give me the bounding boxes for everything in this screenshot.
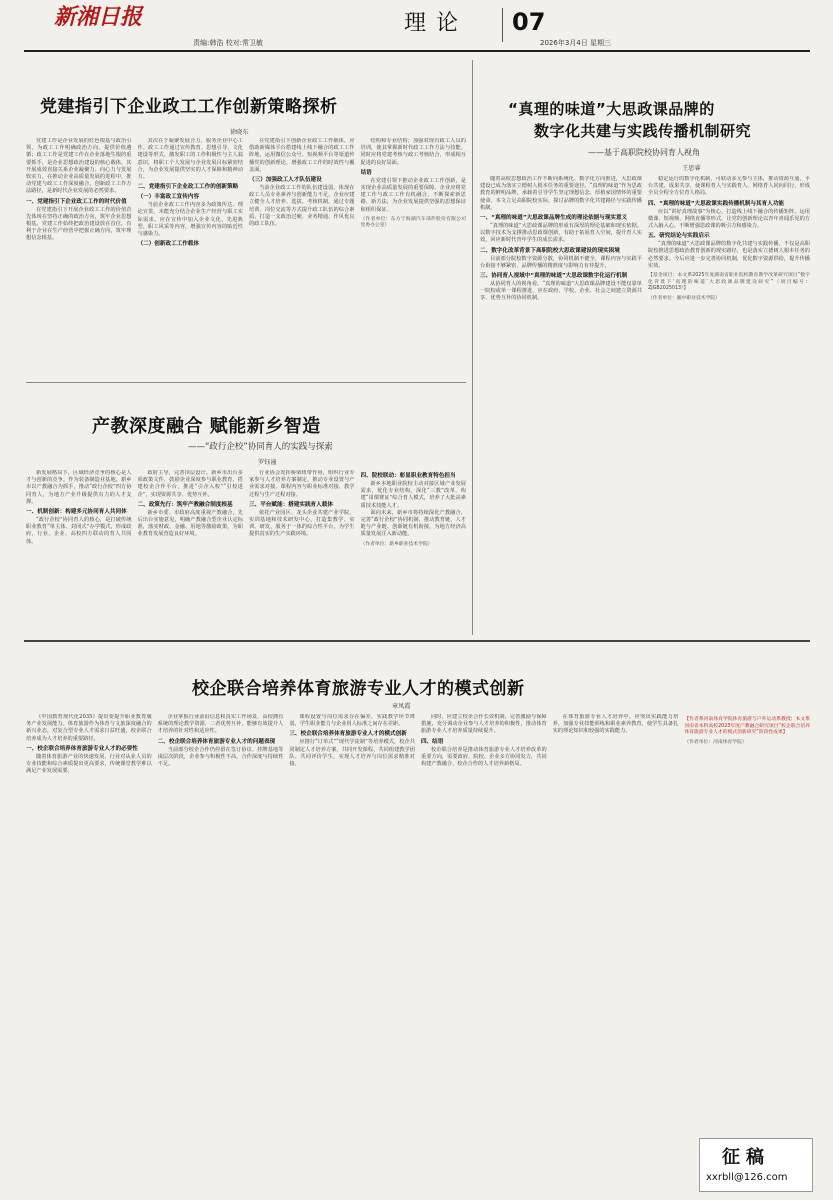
article4-title: 校企联合培养体育旅游专业人才的模式创新 [192,679,525,699]
masthead-rule [24,50,810,52]
paragraph: 企业掌握行业前沿信息和真实工作场景，高校拥有系统的理论教学资源，二者优势互补，能够有效提升人才培养的针对性和适应性。 [157,714,284,735]
article4-body [26,714,810,1192]
paragraph: 在党建引领下推动企业政工工作创新，是实现企业高质量发展的重要保障。企业应将党建工作与政工工作有机融合，不断探索新思路、新方法，为企业发展提供坚强的思想保证和组织保证。 [360,177,466,213]
paragraph: “政行企校”协同育人的核心，是打破传统职业教育“单主体、封闭式”办学模式，形成政府、行业、企业、高校四方联动的育人共同体。 [26,517,132,545]
section-rule [24,640,810,642]
paragraph: 稳定运行的数字化机制，可联动多元参与主体，推动资源互通、平台共建、成果共享，使课程育人与实践育人、网络育人同向同行，形成全员全程全方位育人格局。 [648,176,810,197]
paragraph: 随着高校思想政治工作不断向系统化、数字化方向推进，大思政课建设已成为落实立德树人根本任务的重要途径。“真理的味道”作为思政教育的鲜明品牌，承载着引导学生坚定理想信念、厚植家国情怀的重要使命。本文立足高职院校实际，探讨品牌的数字化共建路径与实践传播机制。 [480,176,642,211]
subheading: 一、校企联合培养体育旅游专业人才的必要性 [26,745,138,752]
article3-col3 [249,470,355,634]
article4-col1 [26,714,152,1192]
masthead-divider [502,8,503,42]
article2-title-line2: 数字化共建与实践传播机制研究 [534,122,752,140]
paragraph: 目前部分院校数字资源分散，协同机制不健全，课程内容与实践平台衔接不够紧密，品牌传播的精准度与影响力有待提升。 [480,255,642,269]
article1-col4 [361,138,467,376]
paragraph: 党建工作是企业发展的红色根基与政治引领，为政工工作明确政治方向，提供价值遵循；政工工作是党建工作在企业落地生根的重要抓手，是企业思想政治建设的核心载体，其开展成效直接关系企业凝聚力、向心力与发展软实力。在推动企业高质量发展的进程中，推动党建与政工工作深度融合，创新政工工作方法路径，是新时代企业发展的必然要求。 [26,138,132,195]
paragraph: 从协同育人的视角看，“真理的味道”大思政课品牌建设不能仅靠单一院校或单一课程推进，应在政府、学校、企业、社会之间建立资源共享、优势互补的协同机制。 [480,281,642,302]
author-note: （作者单位：湘中职业技术学院） [648,295,720,301]
call-for-papers-title: 征稿 [722,1147,770,1168]
author-note: （作者单位：河南体育学院） [684,739,747,745]
subheading: 四、院校联动：彰显职业教育特色担当 [360,473,456,479]
paragraph: “真理的味道”大思政课品牌的数字化共建与实践传播，不仅是高职院校推进思想政治教育创新的现实路径，也是落实立德树人根本任务的必然要求。今后应进一步完善协同机制，优化数字资源供给，提升传播实效。 [648,241,810,269]
subheading: 二、校企联合培养体育旅游专业人才的问题表现 [157,738,276,745]
paragraph: 新发展格局下，区域经济竞争的核心是人才与创新的竞争。作为装备制造业基地，新乡市以产教融合为抓手，推动“政行企校”四方协同育人，为地方产业升级提供有力的人才支撑。 [26,470,132,505]
article1-col1 [26,138,132,376]
subheading: 二、党建指引下企业政工工作的创新策略 [137,184,239,191]
subheading: 一、“真理的味道”大思政课品牌生成的理论依据与现实意义 [480,215,628,222]
subheading: 五、研究结论与实践启示 [648,233,710,240]
section-title: 理论 [404,11,469,36]
article1-author: 徐晓东 [230,129,249,136]
article3-subtitle: ——“政行企校”协同育人的实践与探索 [188,442,333,452]
fund-note: 【作者系河南体育学院休育旅游与户外运动系教授；本文系河南省本科高校2023年度产教融合研究项目“校企联合培养体育旅游专业人才的模式创新研究”阶段性成果】 [684,717,810,736]
paragraph: 同时，应建立校企合作长效机制，完善激励与保障措施，充分调动企业参与人才培养的积极性，推动体育旅游专业人才培养质量持续提升。 [420,714,547,735]
article4-col4 [421,714,547,1192]
article3-author: 罗钰潼 [258,459,277,466]
subheading: （三）加强政工人才队伍建设 [249,177,322,184]
subheading: 结语 [360,169,372,176]
paragraph: 应推行“订单式”“现代学徒制”等培养模式，校企共同制定人才培养方案、共同开发课程、共同组建教学团队、共同评价学生，实现人才培养与岗位需求精准对接。 [289,739,415,768]
article4-col6 [684,714,810,1192]
article4-col5 [553,714,679,1192]
column-divider [472,60,473,635]
paragraph: 面向未来，新乡市将持续深化产教融合，完善“政行企校”协同机制，推动教育链、人才链与产业链、创新链有机衔接，为地方经济高质量发展注入新动能。 [360,509,466,538]
page-number: 07 [512,8,546,36]
article2-col1 [480,176,642,634]
editor-line: 责编:韩浩 校对:常卫敏 [193,39,263,47]
article1-body [26,138,466,376]
paragraph: 新乡市委、市政府高度重视产教融合，先后出台实施意见，明确产教融合型企业认定标准，落实财政、金融、用地等激励政策，为职业教育发展营造良好环境。 [137,509,243,538]
article4-col2 [158,714,284,1192]
paragraph: 在党建指引下创新企业政工工作载体，应借助新媒体平台搭建线上线下融合的政工工作阵地，运用微信公众号、短视频平台等渠道传播党的创新理论，增强政工工作的时效性与覆盖面。 [249,138,355,173]
paragraph: 当前企业政工工作的队伍建设弱，体现在政工人员专业素养与创新能力不足。企业应建立健全人才培养、选拔、考核机制，通过专题培训、岗位交流等方式提升政工队伍的综合素质，打造一支政治过硬、业务精通、作风优良的政工队伍。 [249,185,355,228]
article2-subtitle: ——基于高职院校协同育人视角 [588,148,700,157]
paragraph: 随着体育旅游产业的快速发展，行业对从业人员的专业技能和综合素质提出更高要求，传统课堂教学难以满足产业发展需要。 [26,753,152,775]
fund-note: 【基金项目：本文系2025年度湖南省职业院校教育教学改革研究项目“数字化背景下‘真理的味道’大思政课品牌建设研究”（项目编号：ZJGB2025013）】 [648,273,810,292]
section-rule [26,382,466,383]
subheading: （一）丰富政工宣传内容 [137,194,200,201]
paragraph: 结构和专业结构；加强对现有政工人员的培训，使其掌握新时代政工工作方法与技能。同时应将党建考核与政工考核结合，形成相互促进的良好局面。 [360,138,466,166]
subheading: 一、党建指引下企业政工工作的时代价值 [26,198,127,205]
article2-title-line1: “真理的味道”大思政课品牌的 [508,100,715,118]
call-for-papers-box [699,1138,813,1192]
article2-body [480,176,810,634]
subheading: 二、数字化改革背景下高职院校大思政课建设的现实困境 [480,247,620,254]
paragraph: 当前部分校企合作仍停留在签订协议、挂牌基地等浅层次阶段，企业参与积极性不高，合作深度与持续性不足。 [157,746,284,768]
article3-body [26,470,466,634]
article1-col3 [249,138,355,376]
subheading: 四、结语 [420,738,444,745]
paragraph: 当前企业政工工作内容多为政策传达、理论宣贯，未能充分结合企业生产经营与职工实际需求。应在宣传中加入企业文化、先进典型、职工风采等内容，增强宣传内容的贴近性与感染力。 [137,202,243,238]
paragraph: 在体育旅游专业人才培养中，应突出实践能力培养，加强专业技能训练和职业素养教育，使学生具备扎实的理论知识和较强的实践能力。 [552,714,679,735]
article3-col2 [138,470,244,634]
subheading: 四、“真理的味道”大思政课实践传播机制与其育人功能 [648,200,785,207]
paragraph: 校企联合培养是推动体育旅游专业人才培养改革的重要方向，需要政府、院校、企业多方协同发力，共同构建产教融合、校企合作的人才培养新格局。 [420,746,547,768]
masthead-logo: 新湘日报 [54,4,143,30]
paragraph: “真理的味道”大思政课品牌的形成有深厚的理论基础和现实依据。以数字技术为支撑推动思政课创新，有助于拓展育人空间，提升育人实效，回应新时代青年学生的成长需求。 [480,223,642,244]
article4-col3 [289,714,415,1192]
paragraph: 《中国教育现代化2035》提出要提升职业教育服务产业发展能力。体育旅游作为体育与文旅深度融合的新兴业态，对复合型专业人才需求日益旺盛，校企联合培养成为人才培养的重要路径。 [26,714,152,742]
article1-col2 [138,138,244,376]
call-for-papers-email[interactable]: xxrbll@126.com [706,1172,788,1183]
subheading: 二、政策先行：筑牢产教融合制度根基 [137,501,233,508]
paragraph: 课程设置与岗位需求存在偏差，实践教学环节薄弱，学生职业能力与企业用人标准之间存在差距。 [289,714,415,728]
article2-author: 王思睿 [682,165,701,172]
paragraph: 在党建指引下开展企业政工工作的价值首先体现在坚持正确的政治方向，筑牢企业思想根基。党建工作始终把政治建设放在首位，有利于企业在生产经营中把握正确方向，筑牢理想信念根基。 [26,206,132,242]
subheading: （二）创新政工工作载体 [137,241,200,248]
paragraph: 新乡本地职业院校主动对接区域产业发展需求，优化专业结构，深化“三教”改革，构建“岗课赛证”综合育人模式，培养了大批高素质技术技能人才。 [360,481,466,509]
article1-title: 党建指引下企业政工工作创新策略探析 [40,97,338,117]
paragraph: 应以“讲好真理故事”为核心，打造线上线下融合的传播矩阵，运用微课、短视频、网络直播等形式，让党的创新理论以青年喜闻乐见的方式入脑入心，不断增强思政课的吸引力和感染力。 [648,208,810,230]
paragraph: 政府主导，完善顶层设计。新乡市出台多项政策文件，鼓励企业深度参与职业教育，搭建校企合作平台，推进“引企入校”“引校进企”，实现资源共享、优势互补。 [137,470,243,498]
date-line: 2026年3月4日 星期三 [540,39,611,47]
paragraph: 其次在于凝聚发展合力，服务企业中心工作。政工工作通过宣传教育、思想引导、文化建设等形式，激发职工的工作积极性与主人翁意识，将职工个人发展与企业发展目标紧密结合，为企业发展提供坚实的人才保障和精神动力。 [137,138,243,181]
author-note: （作者单位：新乡职业技术学院） [360,541,433,547]
paragraph: 依托产业园区、龙头企业共建产业学院、实训基地和技术研发中心，打造集教学、实训、研发、服务于一体的综合性平台，为学生提供真实的生产实践环境。 [249,509,355,538]
article3-col4 [361,470,467,634]
subheading: 三、平台赋能：搭建实践育人载体 [249,501,333,508]
subheading: 三、协同育人视域中“真理的味道”大思政课数字化运行机制 [480,273,628,280]
article4-author: 章凤霞 [392,703,411,710]
author-note: （作者单位：东方宁海湖汽车部件股份有限公司党委办公室） [360,216,466,229]
paragraph: 行业协会发挥桥梁纽带作用，组织行业专家参与人才培养方案制定，推动专业设置与产业需求对接、课程内容与职业标准对接、教学过程与生产过程对接。 [249,470,355,498]
article2-col2 [648,176,810,634]
article3-title: 产教深度融合 赋能新乡智造 [92,416,321,437]
subheading: 一、机制创新：构建多元协同育人共同体 [26,509,127,516]
article3-col1 [26,470,132,634]
subheading: 三、校企联合培养体育旅游专业人才的模式创新 [289,731,407,738]
